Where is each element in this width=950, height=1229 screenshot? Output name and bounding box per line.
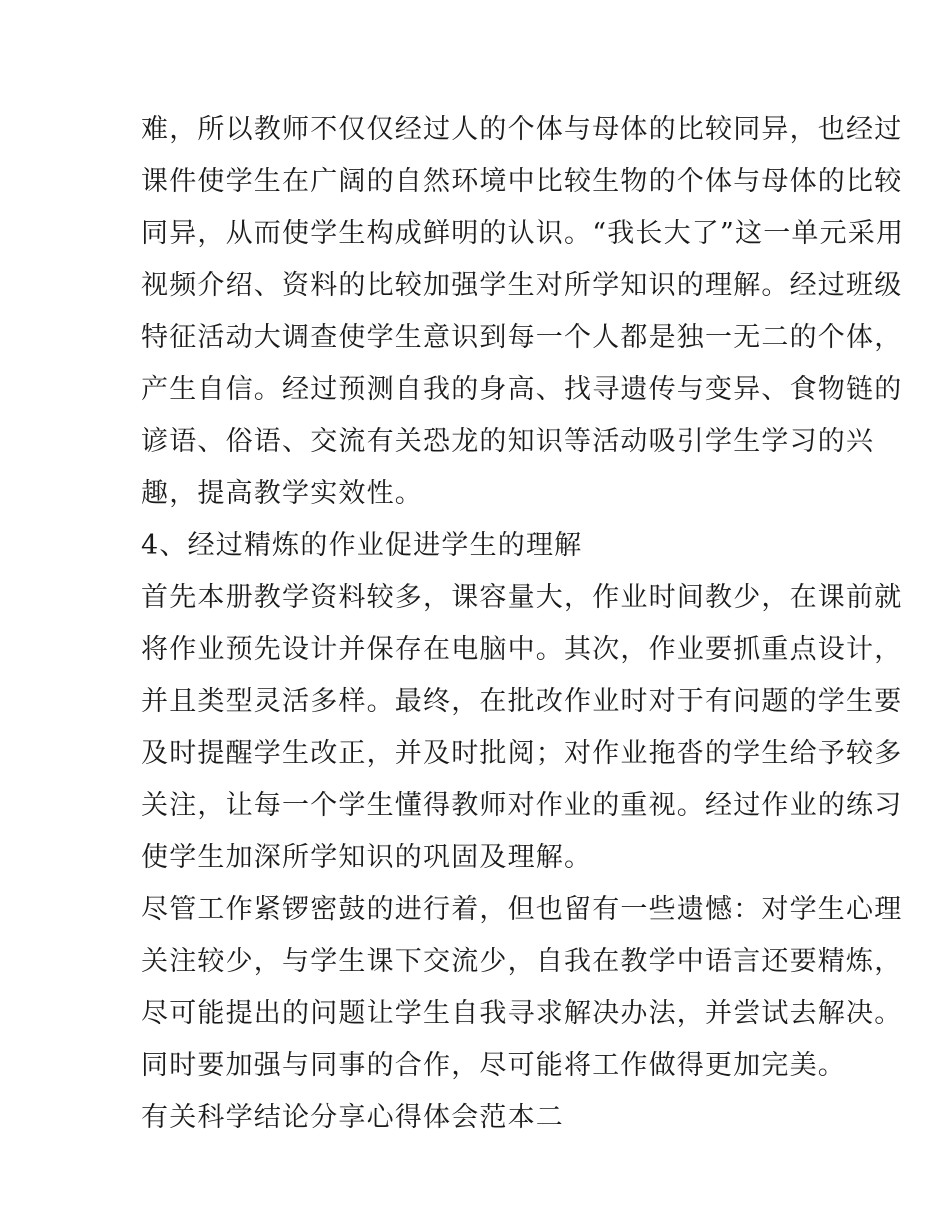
section-heading: 有关科学结论分享心得体会范本二 bbox=[141, 1102, 564, 1133]
body-text-line: 难，所以教师不仅仅经过人的个体与母体的比较同异，也经过 bbox=[141, 114, 903, 145]
body-text-line: 同时要加强与同事的合作，尽可能将工作做得更加完美。 bbox=[141, 1050, 846, 1081]
body-text-line: 课件使学生在广阔的自然环境中比较生物的个体与母体的比较 bbox=[141, 166, 903, 197]
section-heading: 4、经过精炼的作业促进学生的理解 bbox=[141, 530, 583, 561]
body-text-line: 关注，让每一个学生懂得教师对作业的重视。经过作业的练习 bbox=[141, 790, 903, 821]
body-text-line: 趣，提高教学实效性。 bbox=[141, 478, 423, 509]
body-text-line: 关注较少，与学生课下交流少，自我在教学中语言还要精炼， bbox=[141, 946, 903, 977]
body-text-line: 使学生加深所学知识的巩固及理解。 bbox=[141, 842, 593, 873]
body-text-line: 及时提醒学生改正，并及时批阅；对作业拖沓的学生给予较多 bbox=[141, 738, 903, 769]
body-text-line: 特征活动大调查使学生意识到每一个人都是独一无二的个体， bbox=[141, 322, 903, 353]
body-text-line: 尽管工作紧锣密鼓的进行着，但也留有一些遗憾：对学生心理 bbox=[141, 894, 903, 925]
body-text-line: 尽可能提出的问题让学生自我寻求解决办法，并尝试去解决。 bbox=[141, 998, 903, 1029]
body-text-line: 首先本册教学资料较多，课容量大，作业时间教少，在课前就 bbox=[141, 582, 903, 613]
body-text-line: 视频介绍、资料的比较加强学生对所学知识的理解。经过班级 bbox=[141, 270, 903, 301]
body-text-line: 将作业预先设计并保存在电脑中。其次，作业要抓重点设计， bbox=[141, 634, 903, 665]
body-text-line: 同异，从而使学生构成鲜明的认识。“我长大了”这一单元采用 bbox=[141, 218, 905, 249]
body-text-line: 谚语、俗语、交流有关恐龙的知识等活动吸引学生学习的兴 bbox=[141, 426, 875, 457]
body-text-line: 并且类型灵活多样。最终，在批改作业时对于有问题的学生要 bbox=[141, 686, 903, 717]
body-text-line: 产生自信。经过预测自我的身高、找寻遗传与变异、食物链的 bbox=[141, 374, 903, 405]
